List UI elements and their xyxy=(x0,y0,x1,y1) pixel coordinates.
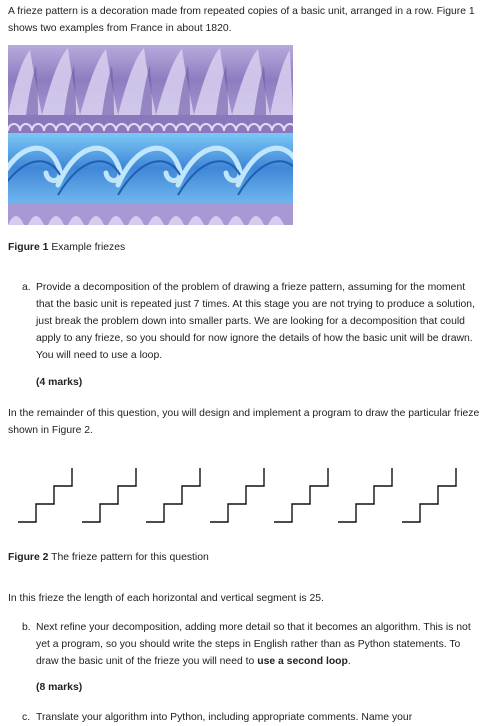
question-a xyxy=(22,279,482,364)
question-a-marks: (4 marks) xyxy=(36,377,83,388)
figure1-label: Figure 1 xyxy=(8,242,49,253)
question-b xyxy=(22,619,482,670)
figure2-label: Figure 2 xyxy=(8,552,49,563)
figure2-caption xyxy=(8,551,209,565)
frieze-unit xyxy=(338,468,392,522)
intro-paragraph: A frieze pattern is a decoration made from repeated copies of a basic unit, arranged in a row. Figure 1 shows two examples from France in about 1820. xyxy=(8,6,475,34)
question-a-letter: a. xyxy=(22,282,31,293)
question-a-text: Provide a decomposition of the problem of drawing a frieze pattern, assuming for the moment that the basic unit is repeated just 7 times. At this stage you are not trying to produce a solution, just break the problem down into smaller parts. We are looking for a decomposition that could apply to any frieze, so you should for now ignore the details of how the basic unit will be drawn. You will need to use a loop. xyxy=(36,282,475,361)
figure2-caption-text: The frieze pattern for this question xyxy=(51,552,209,563)
question-b-letter: b. xyxy=(22,622,31,633)
figure1-caption xyxy=(8,241,125,255)
question-c-letter: c. xyxy=(22,712,31,723)
question-b-marks: (8 marks) xyxy=(36,682,83,693)
question-b-bold: use a second loop xyxy=(257,656,348,667)
figure1-image xyxy=(8,45,293,225)
frieze-unit xyxy=(82,468,136,522)
frieze-unit xyxy=(402,468,456,522)
question-b-text-main: Next refine your decomposition, adding more detail so that it becomes an algorithm. This is not yet a program, so you should write the steps in English rather than as Python statements. To draw the basic unit of the frieze you will need to xyxy=(36,622,471,667)
figure2-frieze xyxy=(8,455,478,535)
question-c-text: Translate your algorithm into Python, including appropriate comments. Name your xyxy=(36,712,413,723)
segment-length-paragraph: In this frieze the length of each horizontal and vertical segment is 25. xyxy=(8,593,324,604)
question-b-text-end: . xyxy=(347,656,351,667)
remainder-paragraph: In the remainder of this question, you will design and implement a program to draw the particular frieze shown in Figure 2. xyxy=(8,408,480,436)
question-c xyxy=(22,709,482,726)
frieze-unit xyxy=(18,468,72,522)
question-b-text xyxy=(36,619,482,670)
frieze-unit xyxy=(210,468,264,522)
frieze-unit xyxy=(146,468,200,522)
figure1-caption-text: Example friezes xyxy=(51,242,126,253)
frieze-unit xyxy=(274,468,328,522)
